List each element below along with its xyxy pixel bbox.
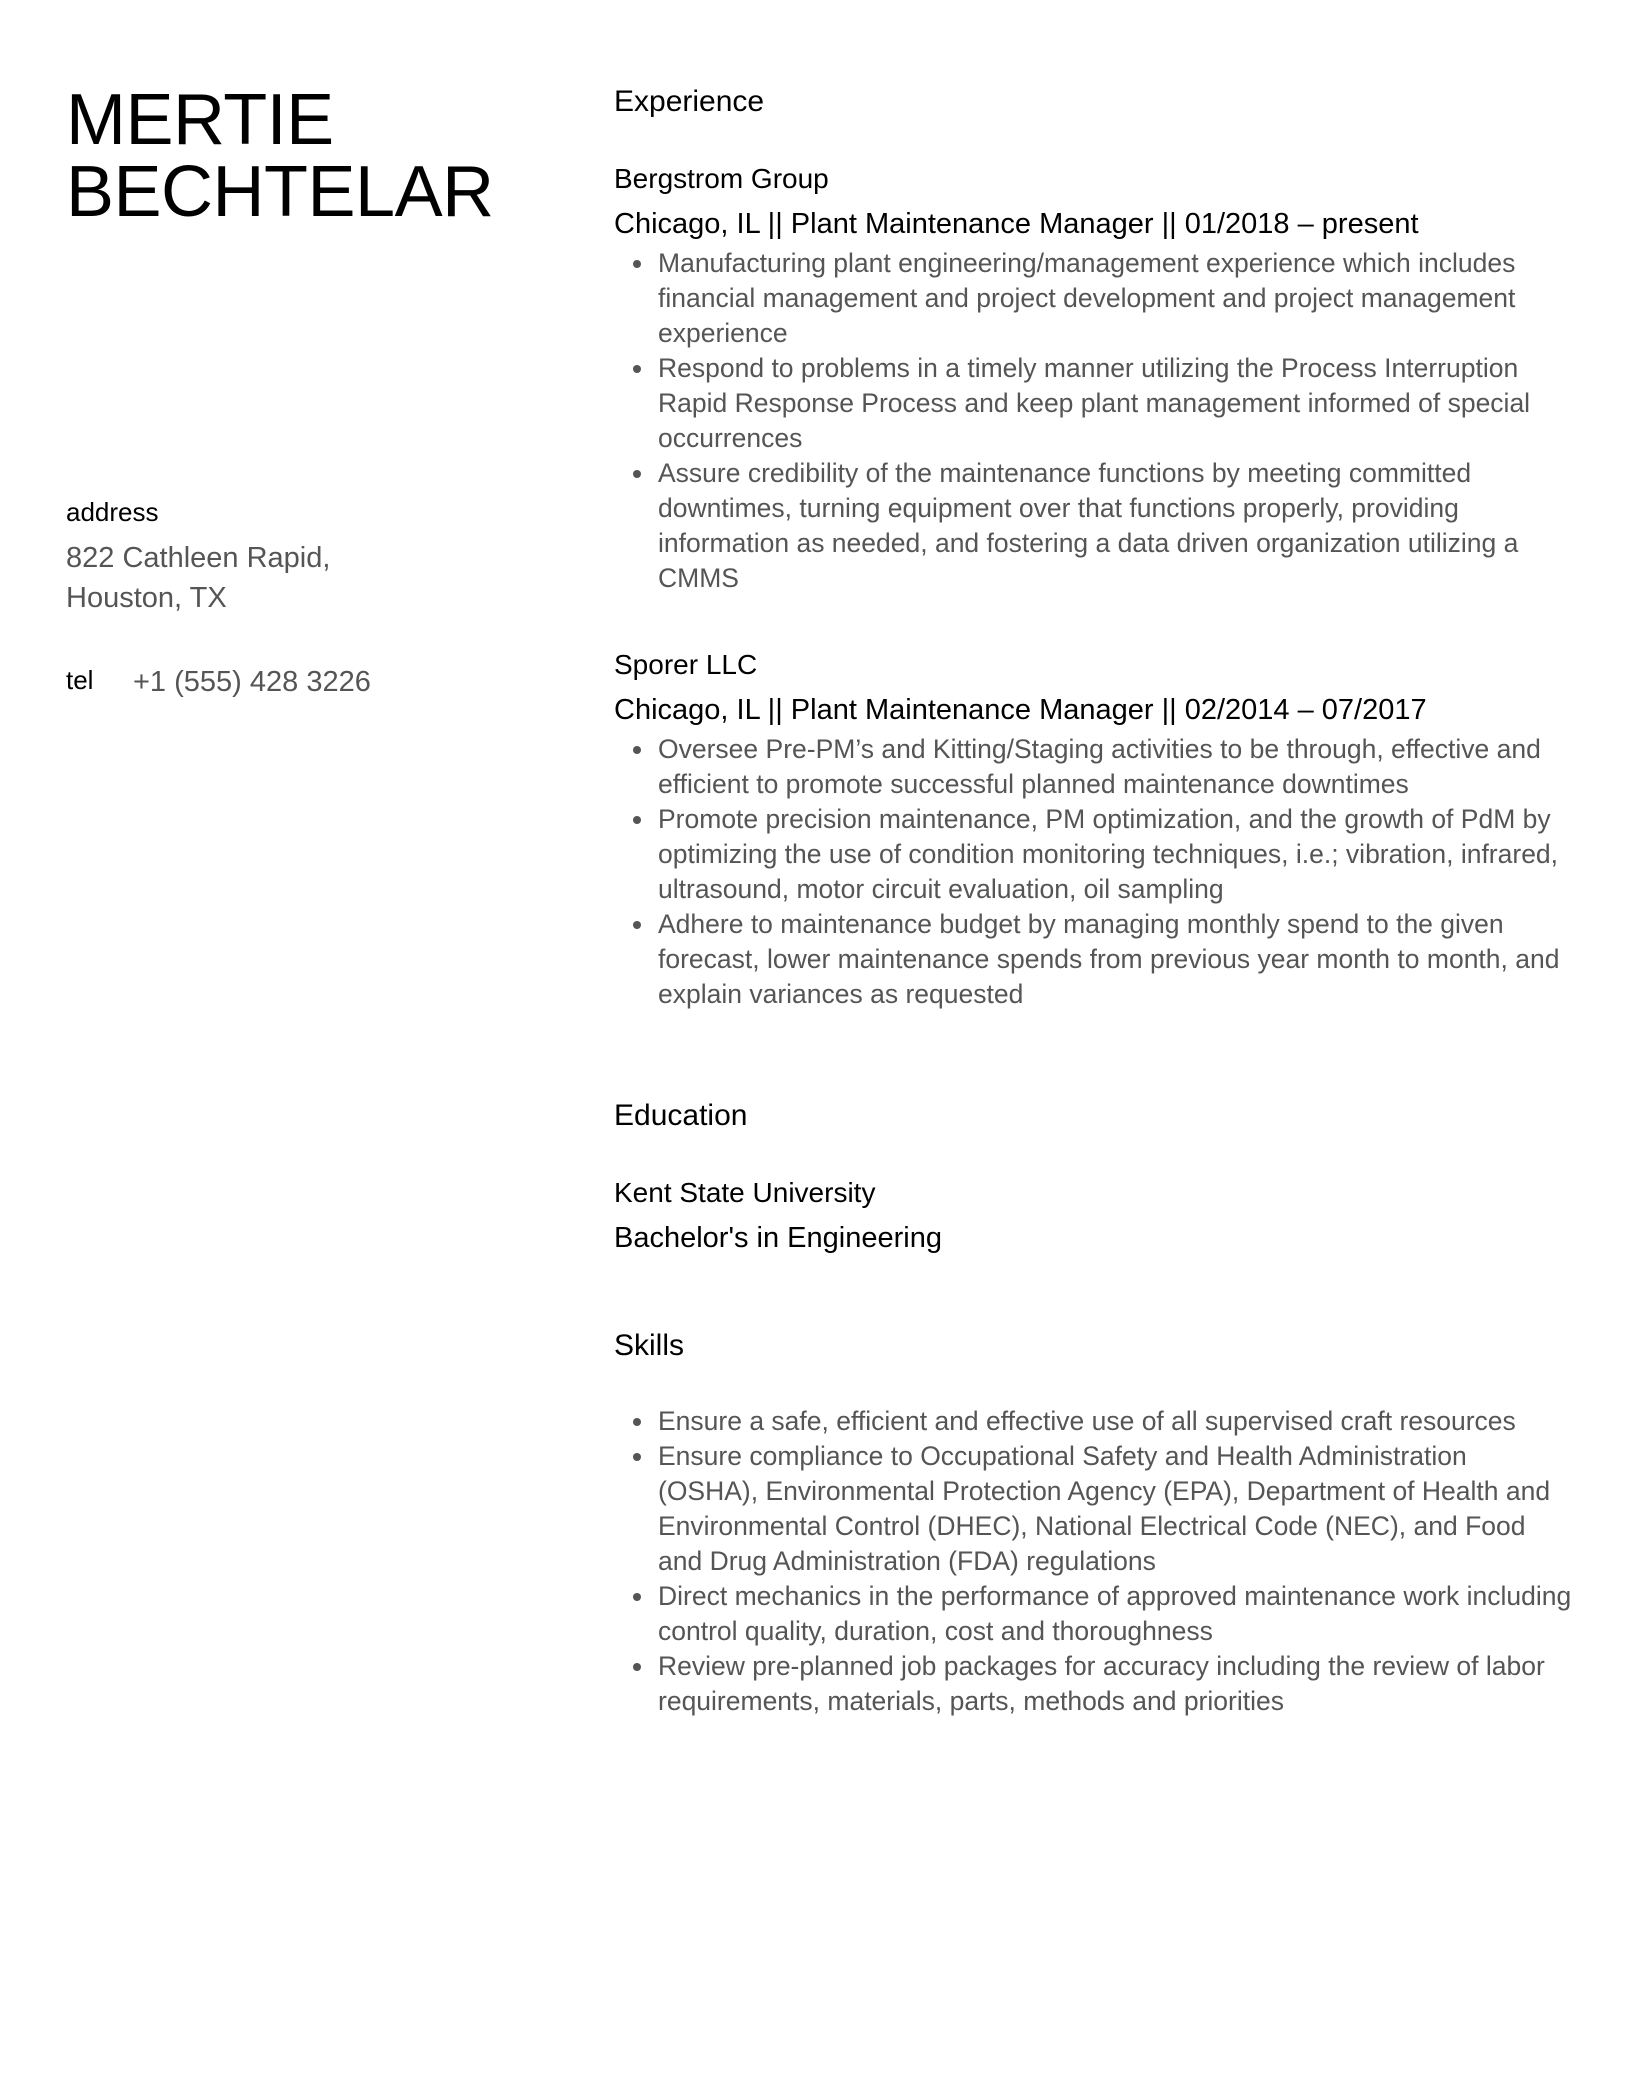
main-content [614,84,1574,1719]
tel-value: +1 (555) 428 3226 [133,666,371,698]
list-item: • Manufacturing plant engineering/management experience which includes financial management and project development and project management experience [656,246,1574,351]
list-item: • Assure credibility of the maintenance functions by meeting committed downtimes, turning equipment over that functions properly, providing information as needed, and fostering a data driven organization utilizing a CMMS [656,456,1574,596]
last-name: BECHTELAR [66,152,494,232]
education-title: Education [614,1099,748,1132]
experience-section [614,84,1574,1012]
address-label: address [66,497,159,527]
job-company: Bergstrom Group [614,163,829,194]
list-item: • Respond to problems in a timely manner utilizing the Process Interruption Rapid Response Process and keep plant management informed of special occurrences [656,351,1574,456]
list-item: • Direct mechanics in the performance of approved maintenance work including control quality, duration, cost and thoroughness [656,1579,1574,1649]
education-school: Kent State University [614,1177,876,1208]
candidate-name [66,80,566,232]
job-company: Sporer LLC [614,649,758,680]
skills-title: Skills [614,1329,685,1362]
profile-header [66,80,566,232]
first-name: MERTIE [66,80,334,160]
job-entry [614,162,1574,596]
education-degree: Bachelor's in Engineering [614,1222,942,1254]
list-item: • Adhere to maintenance budget by managing monthly spend to the given forecast, lower maintenance spends from previous year month to month, and explain variances as requested [656,907,1574,1012]
job-bullets [614,246,1574,596]
skills-list [614,1404,1574,1719]
list-item: • Ensure a safe, efficient and effective use of all supervised craft resources [656,1404,1574,1439]
job-bullets [614,732,1574,1012]
address-line-1: 822 Cathleen Rapid, [66,542,331,574]
skills-section [614,1328,1574,1719]
list-item: • Review pre-planned job packages for accuracy including the review of labor requirements, materials, parts, methods and priorities [656,1649,1574,1719]
list-item: • Oversee Pre-PM’s and Kitting/Staging activities to be through, effective and efficient to promote successful planned maintenance downtimes [656,732,1574,802]
list-item: • Ensure compliance to Occupational Safety and Health Administration (OSHA), Environmental Protection Agency (EPA), Department of Health and Environmental Control (DHEC), National Electrical Code (NEC), and Food and Drug Administration (FDA) regulations [656,1439,1574,1579]
job-entry [614,648,1574,1012]
list-item: • Promote precision maintenance, PM optimization, and the growth of PdM by optimizing the use of condition monitoring techniques, i.e.; vibration, infrared, ultrasound, motor circuit evaluation, oil sampling [656,802,1574,907]
address-value [66,538,330,618]
education-section [614,1098,1574,1256]
job-role-line: Chicago, IL || Plant Maintenance Manager || 01/2018 – present [614,208,1419,240]
experience-title: Experience [614,85,765,118]
job-role-line: Chicago, IL || Plant Maintenance Manager || 02/2014 – 07/2017 [614,694,1427,726]
tel-label: tel [66,665,94,695]
address-line-2: Houston, TX [66,582,227,614]
